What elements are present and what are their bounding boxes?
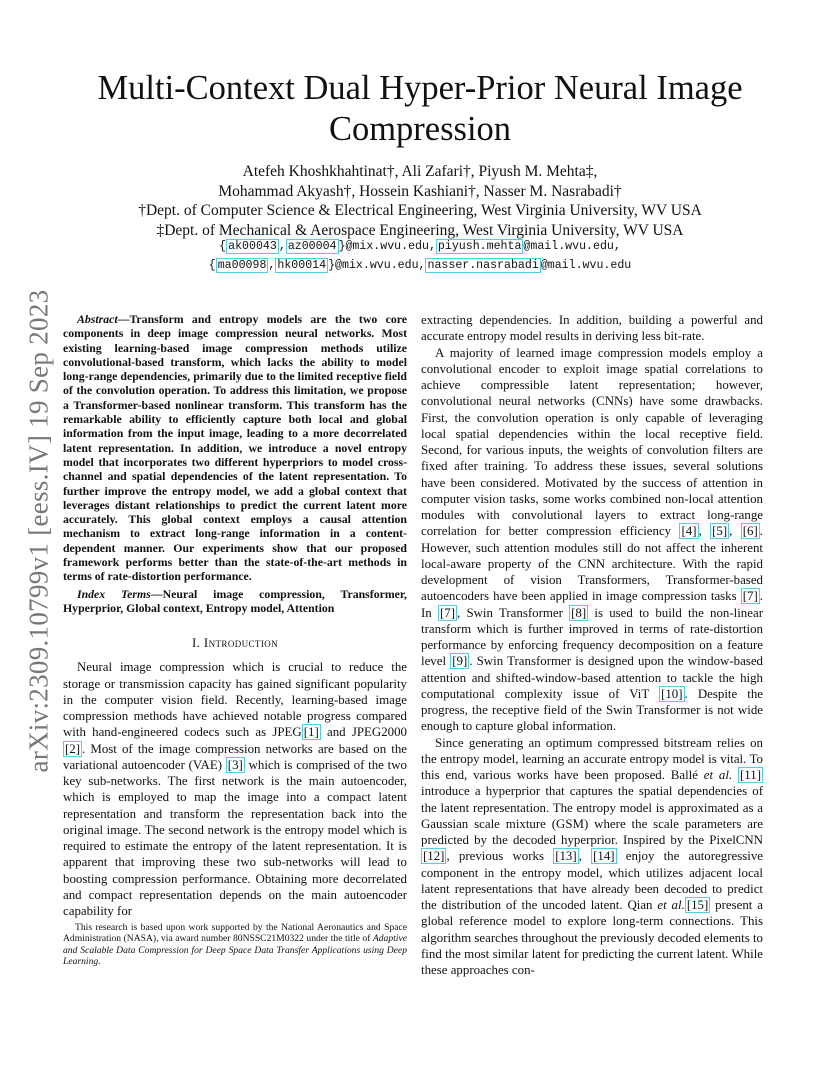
citation-1[interactable]: [1] xyxy=(303,725,319,740)
text-run: . Most of the image compression networks are based on the variational autoencoder (VAE) xyxy=(63,741,407,772)
email-domain-mix-2: }@mix.wvu.edu, xyxy=(328,259,426,272)
title-line-2: Compression xyxy=(328,110,512,148)
affiliation-1: †Dept. of Computer Science & Electrical Engineering, West Virginia University, WV USA xyxy=(138,202,702,219)
citation-10[interactable]: [10] xyxy=(661,686,683,701)
title-line-1: Multi-Context Dual Hyper-Prior Neural Image xyxy=(97,69,743,107)
author-block xyxy=(60,162,780,240)
section-number: I. xyxy=(191,636,201,651)
citation-9[interactable]: [9] xyxy=(452,654,468,669)
right-column xyxy=(421,312,763,978)
email-ma[interactable]: ma00098 xyxy=(217,259,267,272)
text-run: . Despite the progress, the receptive field of the Swin Transformer is not wide enough to capture global information. xyxy=(421,686,764,734)
citation-13[interactable]: [13] xyxy=(555,849,577,864)
email-az[interactable]: az00004 xyxy=(287,240,337,253)
affiliation-2: ‡Dept. of Mechanical & Aerospace Engineering, West Virginia University, WV USA xyxy=(156,221,684,239)
text-run: , previous works xyxy=(446,849,554,864)
email-line-2: { ma00098 , hk00014 }@mix.wvu.edu, nasser.nasrabadi @mail.wvu.edu xyxy=(208,259,632,272)
email-line-1: { ak00043 , az00004 }@mix.wvu.edu, piyush.mehta @mail.wvu.edu, xyxy=(219,240,621,253)
text-run: present a global reference model to explore long-term connections. This algorithm searches throughout the previously decoded elements to find the most similar latent for predicting the current latent. While these approaches con- xyxy=(421,898,763,977)
text-run: , xyxy=(698,524,711,539)
text-run: and JPEG2000 xyxy=(320,725,407,740)
citation-14[interactable]: [14] xyxy=(593,849,615,864)
abstract-text: —Transform and entropy models are the two core components in deep image compression neural networks. Most existing learning-based image compression methods utilize convolutional-based transform, which lacks the ability to model long-range dependencies, primarily due to the limited receptive field of the convolution operation. To address this limitation, we propose a Transformer-based nonlinear transform. This transform has the remarkable ability to efficiently capture both local and global information from the input image, leading to a more decorrelated latent representation. In addition, we introduce a novel entropy model that incorporates two different hyperpriors to model cross-channel and spatial dependencies of the latent representation. To further improve the entropy model, we add a global context that leverages distant relationships to predict the current latent more accurately. This global context employs a causal attention mechanism to extract long-range information in a content-dependent manner. Our experiments show that our proposed framework performs better than the state-of-the-art methods in terms of rate-distortion performance. xyxy=(63,312,407,584)
intro-paragraph-1 xyxy=(63,659,407,919)
citation-6[interactable]: [6] xyxy=(742,524,758,539)
citation-5[interactable]: [5] xyxy=(712,524,728,539)
citation-3[interactable]: [3] xyxy=(227,757,243,772)
section-title: Introduction xyxy=(203,636,279,651)
footnote-text: This research is based upon work supported by the National Aeronautics and Space Administration (NASA), via award number 80NSSC21M0322 under the title of xyxy=(63,922,407,945)
citation-7b[interactable]: [7] xyxy=(439,605,455,620)
email-hk[interactable]: hk00014 xyxy=(277,259,327,272)
abstract-lead: Abstract xyxy=(77,312,118,326)
email-block xyxy=(60,237,780,275)
text-run: , xyxy=(578,849,592,864)
index-terms-text: —Neural image compression, Transformer, Hyperprior, Global context, Entropy model, Attention xyxy=(63,586,407,615)
text-run: . In xyxy=(421,589,763,620)
text-run: which is comprised of the two key sub-networks. The first network is the main autoencoder, which is employed to map the image into a compact latent representation and transform the representation back into the original image. The second network is the entropy model which is required to estimate the entropy of the latent representation. It is apparent that improving these two sub-networks will lead to boosting compression performance. Obtaining more decorrelated and compact representation depends on the main autoencoder capability for xyxy=(63,757,407,919)
authors-line-2: Mohammad Akyash†, Hossein Kashiani†, Nasser M. Nasrabadi† xyxy=(218,182,622,200)
text-run: . Swin Transformer is designed upon the window-based attention and shifted-window-based attention to tackle the high computational complexity issue of ViT xyxy=(421,654,763,701)
citation-15[interactable]: [15] xyxy=(686,898,709,912)
paper-title xyxy=(60,68,780,150)
citation-12[interactable]: [12] xyxy=(423,849,445,864)
email-domain-mix-1: }@mix.wvu.edu, xyxy=(338,240,436,253)
email-domain-mail-1: @mail.wvu.edu, xyxy=(523,240,621,253)
section-heading xyxy=(63,635,407,651)
index-terms-lead: Index Terms xyxy=(77,586,151,601)
continued-paragraph: extracting dependencies. In addition, building a powerful and accurate entropy model results in deriving less bit-rate. xyxy=(421,313,763,344)
left-column xyxy=(63,312,407,919)
email-nn[interactable]: nasser.nasrabadi xyxy=(427,259,539,272)
intro-paragraph-2 xyxy=(421,345,763,735)
arxiv-sidebar xyxy=(19,286,59,776)
email-pm[interactable]: piyush.mehta xyxy=(437,240,522,253)
text-run: Neural image compression which is crucial to reduce the storage or transmission capacity has gained significant popularity in the computer vision field. Recently, learning-based image compression methods have achieved notable progress compared with hand-engineered codecs such as JPEG xyxy=(63,660,407,740)
email-ak[interactable]: ak00043 xyxy=(228,240,277,253)
abstract xyxy=(63,312,407,584)
text-run: . However, such attention modules still do not affect the inherent local-aware property of the CNN architecture. With the rapid development of vision Transformers, Transformer-based autoencoders have been applied in image compression tasks xyxy=(421,524,763,604)
arxiv-identifier: arXiv:2309.10799v1 [eess.IV] 19 Sep 2023 xyxy=(23,289,54,773)
text-run: , xyxy=(729,524,741,539)
index-terms xyxy=(63,587,407,616)
text-run: A majority of learned image compression models employ a convolutional encoder to exploit image spatial correlations to achieve compressible latent representation; however, convolutional neural networks (CNNs) have some drawbacks. First, the convolution operation is only capable of leveraging local spatial dependencies within the local receptive field. Second, for various inputs, the weights of convolution filters are fixed after training. To address these issues, several solutions have been considered. Motivated by the success of attention in computer vision tasks, some works combined non-local attention modules with convolutional layers to extract long-range correlation for better compression efficiency xyxy=(421,345,763,539)
citation-2[interactable]: [2] xyxy=(65,741,81,756)
text-run: , Swin Transformer xyxy=(457,605,570,620)
text-run: introduce a hyperprior that captures the spatial dependencies of the latent representation. The entropy model is approximated as a Gaussian scale mixture (GSM) where the scale parameters are predicted by the decoded hyperprior. Inspired by the PixelCNN xyxy=(421,784,763,847)
citation-7[interactable]: [7] xyxy=(742,589,758,604)
intro-paragraph-3 xyxy=(421,735,763,979)
footnote-end: . xyxy=(98,956,101,968)
email-domain-mail-2: @mail.wvu.edu xyxy=(540,259,632,272)
text-run: is used to build the non-linear transform which is further improved in terms of rate-distortion performance by enforcing frequency decomposition on a feature level xyxy=(421,605,763,669)
text-run: Since generating an optimum compressed bitstream relies on the entropy model, learning an accurate entropy model is vital. To this end, various works have been proposed. Ballé xyxy=(421,735,763,782)
funding-footnote xyxy=(63,922,407,968)
citation-4[interactable]: [4] xyxy=(681,524,697,539)
authors-line-1: Atefeh Khoshkhahtinat†, Ali Zafari†, Piyush M. Mehta‡, xyxy=(242,163,598,180)
citation-8[interactable]: [8] xyxy=(571,605,587,620)
citation-11[interactable]: [11] xyxy=(740,768,761,782)
et-al: et al. xyxy=(657,898,685,912)
footnote-grant-title: Adaptive and Scalable Data Compression for Deep Space Data Transfer Applications using Deep Learning xyxy=(63,933,407,968)
et-al: et al. xyxy=(703,768,733,782)
text-run: enjoy the autoregressive component in the entropy model, which utilizes adjacent local latent representations that have already been decoded to predict the distribution of the uncoded latent. Qian xyxy=(421,849,763,912)
